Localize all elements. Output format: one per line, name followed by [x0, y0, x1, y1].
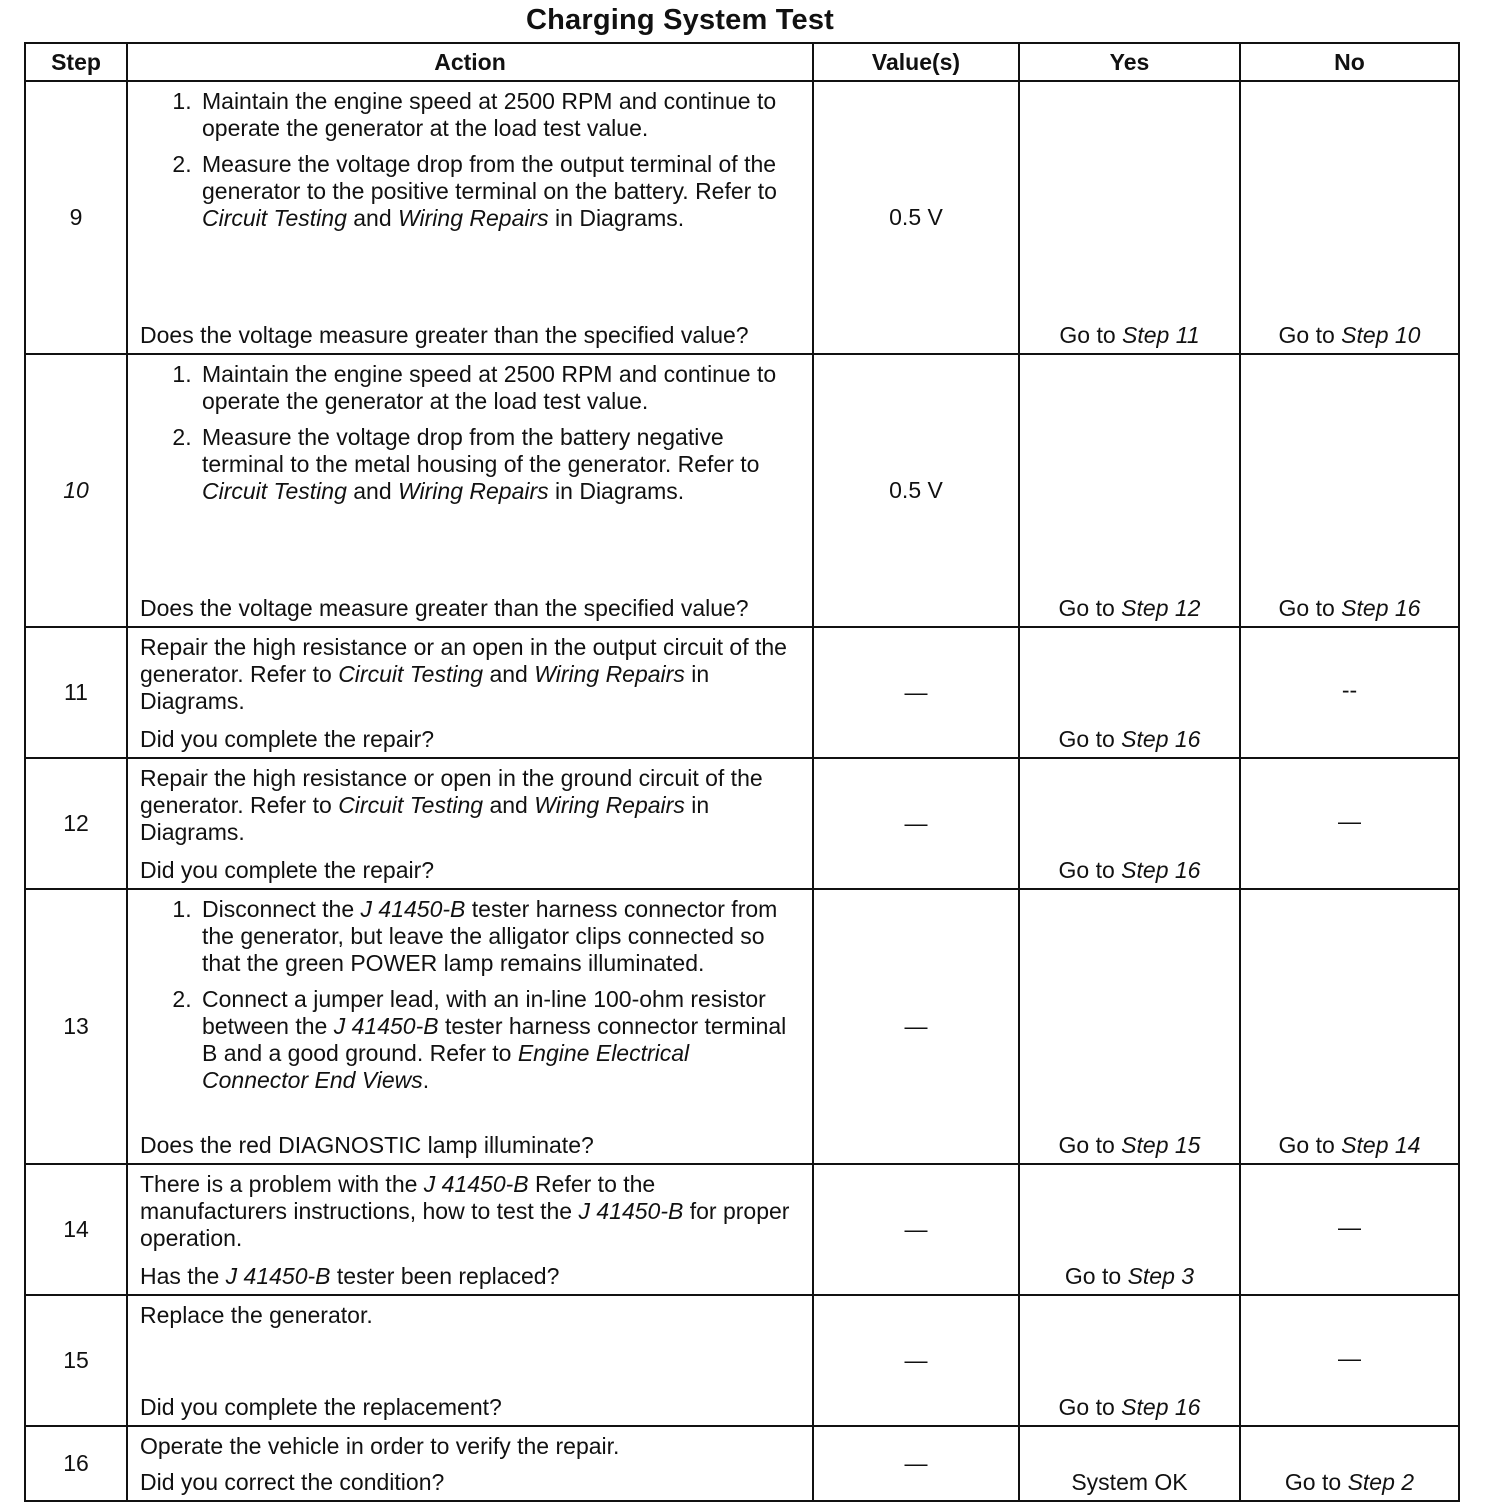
action-steps: [140, 896, 794, 1094]
action-question: Does the red DIAGNOSTIC lamp illuminate?: [140, 1132, 594, 1158]
reference-text: Wiring Repairs: [534, 792, 685, 818]
table-row: [25, 889, 1459, 1164]
step-number: 10: [25, 354, 127, 627]
no-cell: —: [1240, 1295, 1459, 1426]
action-content: [140, 361, 794, 622]
step-number: 13: [25, 889, 127, 1164]
action-instructions: [140, 1171, 794, 1261]
action-text: There is a problem with the J 41450-B Refer to the manufacturers instructions, how to test the J 41450-B for proper operation.: [140, 1171, 790, 1251]
action-cell: [127, 1295, 813, 1426]
reference-text: Circuit Testing: [338, 661, 484, 687]
yes-cell: Go to Step 16: [1019, 1295, 1240, 1426]
value-cell: —: [813, 1295, 1019, 1426]
no-cell: Go to Step 16: [1240, 354, 1459, 627]
reference-text: J 41450-B: [360, 896, 466, 922]
action-question: Has the J 41450-B tester been replaced?: [140, 1263, 560, 1289]
reference-text: J 41450-B: [333, 1013, 439, 1039]
charging-system-test-table: [24, 42, 1460, 1502]
step-number: 16: [25, 1426, 127, 1501]
action-instructions: [140, 896, 794, 1103]
no-cell: Go to Step 10: [1240, 81, 1459, 354]
action-cell: [127, 1426, 813, 1501]
reference-text: Step 3: [1127, 1263, 1195, 1289]
reference-text: Step 11: [1122, 322, 1200, 348]
step-number: 9: [25, 81, 127, 354]
action-question: Did you correct the condition?: [140, 1469, 445, 1495]
step-number: 15: [25, 1295, 127, 1426]
action-content: [140, 896, 794, 1159]
action-cell: [127, 81, 813, 354]
page-title: Charging System Test: [525, 4, 835, 36]
action-step: 1. Maintain the engine speed at 2500 RPM and continue to operate the generator at the load test value.: [198, 361, 794, 415]
no-cell: Go to Step 14: [1240, 889, 1459, 1164]
value-cell: —: [813, 1426, 1019, 1501]
value-cell: —: [813, 627, 1019, 758]
action-question: Does the voltage measure greater than the specified value?: [140, 595, 749, 621]
yes-cell: Go to Step 3: [1019, 1164, 1240, 1295]
reference-text: Circuit Testing: [338, 792, 484, 818]
value-cell: 0.5 V: [813, 354, 1019, 627]
value-cell: —: [813, 1164, 1019, 1295]
header-no: No: [1240, 43, 1459, 81]
value-cell: 0.5 V: [813, 81, 1019, 354]
reference-text: Step 14: [1341, 1132, 1421, 1158]
reference-text: J 41450-B: [225, 1263, 331, 1289]
yes-cell: Go to Step 11: [1019, 81, 1240, 354]
reference-text: Engine Electrical Connector End Views: [202, 1040, 690, 1093]
action-instructions: [140, 361, 794, 514]
action-question: Did you complete the replacement?: [140, 1394, 502, 1420]
yes-cell: Go to Step 16: [1019, 758, 1240, 889]
action-cell: [127, 758, 813, 889]
reference-text: Wiring Repairs: [398, 478, 549, 504]
action-step: 1. Maintain the engine speed at 2500 RPM and continue to operate the generator at the load test value.: [198, 88, 794, 142]
header-step: Step: [25, 43, 127, 81]
table-row: [25, 627, 1459, 758]
action-cell: [127, 1164, 813, 1295]
yes-cell: System OK: [1019, 1426, 1240, 1501]
action-text: Replace the generator.: [140, 1302, 373, 1328]
reference-text: Step 15: [1121, 1132, 1201, 1158]
header-action: Action: [127, 43, 813, 81]
table-row: [25, 81, 1459, 354]
action-step: 2. Measure the voltage drop from the battery negative terminal to the metal housing of the generator. Refer to Circuit Testing and Wiring Repairs in Diagrams.: [198, 424, 794, 505]
table-row: [25, 758, 1459, 889]
reference-text: Step 16: [1121, 857, 1201, 883]
action-instructions: [140, 1302, 794, 1338]
yes-cell: Go to Step 15: [1019, 889, 1240, 1164]
reference-text: Circuit Testing: [202, 205, 347, 231]
action-text: Repair the high resistance or open in the ground circuit of the generator. Refer to Circuit Testing and Wiring Repairs in Diagrams.: [140, 765, 763, 845]
value-cell: —: [813, 758, 1019, 889]
reference-text: Step 12: [1121, 595, 1201, 621]
header-row: [25, 43, 1459, 81]
table-row: [25, 1426, 1459, 1501]
action-content: [140, 88, 794, 349]
no-cell: Go to Step 2: [1240, 1426, 1459, 1501]
action-instructions: [140, 634, 794, 724]
yes-cell: Go to Step 12: [1019, 354, 1240, 627]
table-row: [25, 1164, 1459, 1295]
action-content: [140, 1171, 794, 1290]
action-text: Operate the vehicle in order to verify the repair.: [140, 1433, 620, 1459]
step-number: 11: [25, 627, 127, 758]
action-step: 2. Measure the voltage drop from the output terminal of the generator to the positive terminal on the battery. Refer to Circuit Testing and Wiring Repairs in Diagrams.: [198, 151, 794, 232]
reference-text: J 41450-B: [423, 1171, 529, 1197]
action-question: Did you complete the repair?: [140, 726, 435, 752]
reference-text: Step 10: [1341, 322, 1421, 348]
action-instructions: [140, 765, 794, 855]
no-cell: —: [1240, 1164, 1459, 1295]
action-question: Did you complete the repair?: [140, 857, 435, 883]
reference-text: Step 16: [1341, 595, 1421, 621]
reference-text: Step 16: [1121, 726, 1201, 752]
action-question: Does the voltage measure greater than the specified value?: [140, 322, 749, 348]
action-cell: [127, 354, 813, 627]
reference-text: Step 16: [1121, 1394, 1201, 1420]
no-cell: —: [1240, 758, 1459, 889]
action-content: [140, 1433, 794, 1496]
table-row: [25, 354, 1459, 627]
action-text: Repair the high resistance or an open in the output circuit of the generator. Refer to Circuit Testing and Wiring Repairs in Diagrams.: [140, 634, 787, 714]
reference-text: Circuit Testing: [202, 478, 347, 504]
reference-text: J 41450-B: [578, 1198, 684, 1224]
step-number: 14: [25, 1164, 127, 1295]
reference-text: Wiring Repairs: [398, 205, 549, 231]
reference-text: Wiring Repairs: [534, 661, 685, 687]
header-yes: Yes: [1019, 43, 1240, 81]
action-instructions: [140, 1433, 794, 1469]
action-content: [140, 634, 794, 753]
action-instructions: [140, 88, 794, 241]
value-cell: —: [813, 889, 1019, 1164]
table-row: [25, 1295, 1459, 1426]
action-steps: [140, 88, 794, 232]
action-content: [140, 1302, 794, 1421]
action-cell: [127, 889, 813, 1164]
step-number: 12: [25, 758, 127, 889]
reference-text: Step 2: [1347, 1469, 1415, 1495]
header-values: Value(s): [813, 43, 1019, 81]
action-step: 1. Disconnect the J 41450-B tester harness connector from the generator, but leave the alligator clips connected so that the green POWER lamp remains illuminated.: [198, 896, 794, 977]
action-cell: [127, 627, 813, 758]
no-cell: --: [1240, 627, 1459, 758]
yes-cell: Go to Step 16: [1019, 627, 1240, 758]
action-content: [140, 765, 794, 884]
action-step: 2. Connect a jumper lead, with an in-line 100-ohm resistor between the J 41450-B tester harness connector terminal B and a good ground. Refer to Engine Electrical Connector End Views.: [198, 986, 794, 1094]
action-steps: [140, 361, 794, 505]
